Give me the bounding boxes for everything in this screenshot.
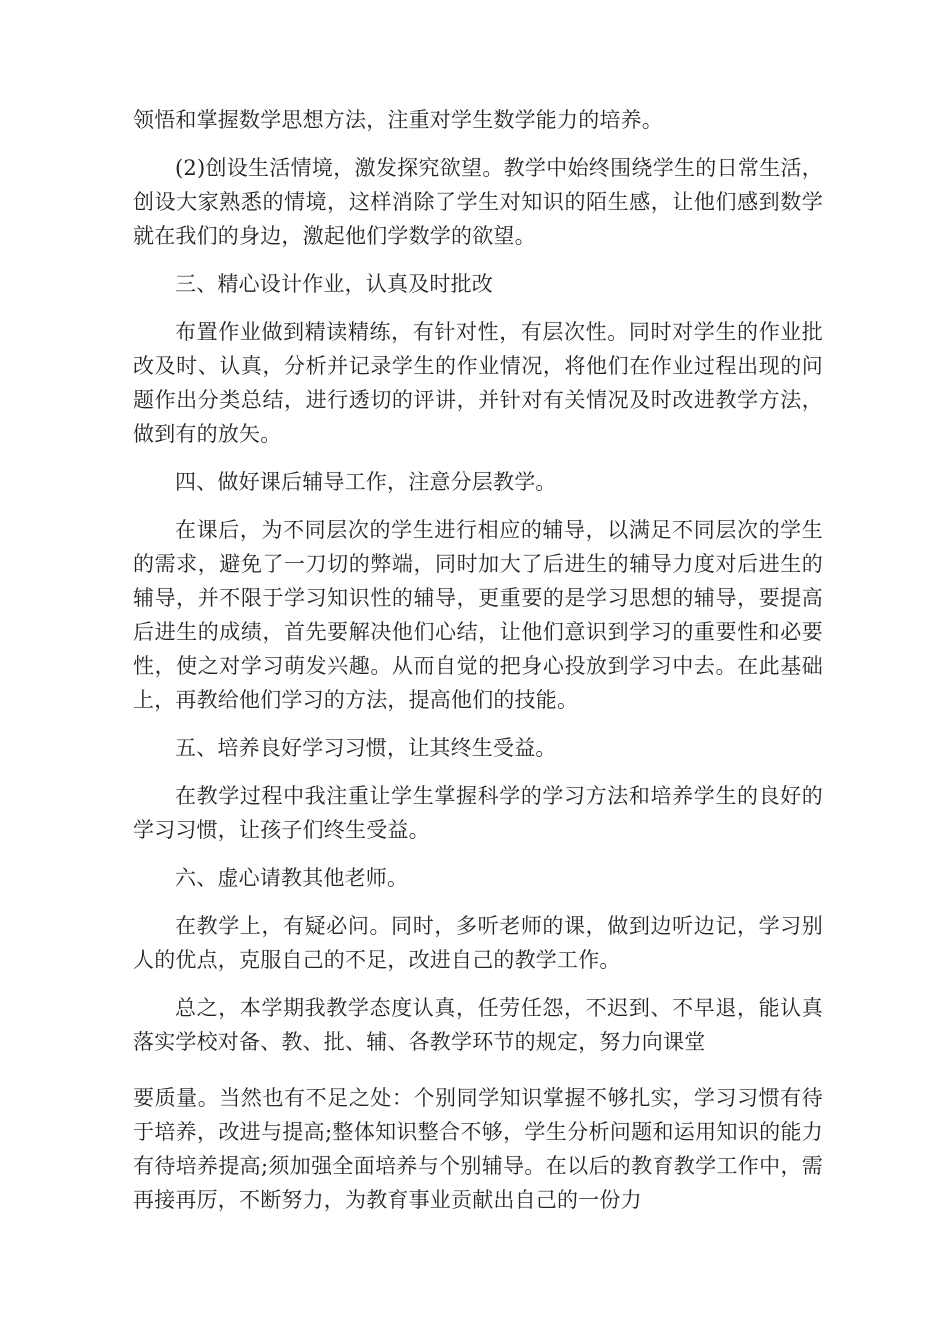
paragraph-summary-continued: 要质量。当然也有不足之处：个别同学知识掌握不够扎实，学习习惯有待于培养，改进与提高;整体知识整合不够，学生分析问题和运用知识的能力有待培养提高;须加强全面培养与个别辅导。在以后的教育教学工作中，需再接再厉，不断努力，为教育事业贡献出自己的一份力	[133, 1086, 823, 1212]
paragraph-tutoring: 在课后，为不同层次的学生进行相应的辅导，以满足不同层次的学生的需求，避免了一刀切的弊端，同时加大了后进生的辅导力度对后进生的辅导，并不限于学习知识性的辅导，更重要的是学习思想的辅导，要提高后进生的成绩，首先要解决他们心结，让他们意识到学习的重要性和必要性，使之对学习萌发兴趣。从而自觉的把身心投放到学习中去。在此基础上，再教给他们学习的方法，提高他们的技能。	[133, 518, 823, 712]
paragraph-habits: 在教学过程中我注重让学生掌握科学的学习方法和培养学生的良好的学习习惯，让孩子们终生受益。	[133, 784, 823, 842]
heading-section-six: 六、虚心请教其他老师。	[175, 866, 409, 890]
paragraph-summary: 总之，本学期我教学态度认真，任劳任怨，不迟到、不早退，能认真落实学校对备、教、批、辅、各教学环节的规定，努力向课堂	[133, 996, 823, 1054]
heading-section-five: 五、培养良好学习习惯，让其终生受益。	[175, 736, 557, 760]
heading-section-three: 三、精心设计作业，认真及时批改	[175, 272, 493, 296]
paragraph-continuation: 领悟和掌握数学思想方法，注重对学生数学能力的培养。	[133, 108, 663, 132]
heading-section-four: 四、做好课后辅导工作，注意分层教学。	[175, 470, 557, 494]
paragraph-learn-from-teachers: 在教学上，有疑必问。同时，多听老师的课，做到边听边记，学习别人的优点，克服自己的不足，改进自己的教学工作。	[133, 914, 823, 972]
document-body	[133, 103, 823, 1217]
paragraph-homework: 布置作业做到精读精练，有针对性，有层次性。同时对学生的作业批改及时、认真，分析并记录学生的作业情况，将他们在作业过程出现的问题作出分类总结，进行透切的评讲，并针对有关情况及时改进教学方法，做到有的放矢。	[133, 320, 823, 446]
paragraph-life-situation: (2)创设生活情境，激发探究欲望。教学中始终围绕学生的日常生活，创设大家熟悉的情境，这样消除了学生对知识的陌生感，让他们感到数学就在我们的身边，激起他们学数学的欲望。	[133, 156, 823, 248]
